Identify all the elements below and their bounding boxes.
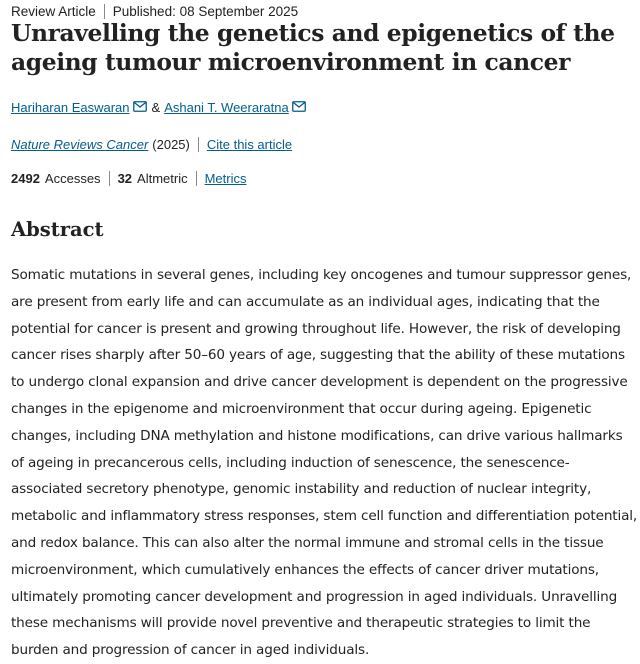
journal-divider [198, 137, 199, 152]
published-date: Published: 08 September 2025 [112, 4, 299, 19]
journal-info [11, 137, 292, 152]
journal-link[interactable]: Nature Reviews Cancer [11, 137, 149, 152]
cite-article-link[interactable]: Cite this article [206, 137, 293, 152]
envelope-icon[interactable] [292, 100, 306, 115]
meta-divider [104, 4, 105, 19]
metrics-divider [196, 171, 197, 186]
metrics-link[interactable]: Metrics [204, 171, 247, 186]
abstract-heading: Abstract [11, 218, 104, 241]
accesses-count: 2492 [11, 171, 40, 186]
author-link-weeraratna[interactable]: Ashani T. Weeraratna [164, 100, 289, 115]
abstract-body: Somatic mutations in several genes, including key oncogenes and tumour suppressor genes, are present from early life and can accumulate as an individual ages, indicating that the potential for cancer is present and growing throughout life. However, the risk of developing cancer rises sharply after 50–60 years of age, suggesting that the ability of these mutations to undergo clonal expansion and drive cancer development is dependent on the progressive changes in the epigenome and microenvironment that occur during ageing. Epigenetic changes, including DNA methylation and histone modifications, can drive various hallmarks of ageing in precancerous cells, including induction of senescence, the senescence-associated secretory phenotype, genomic instability and reduction of nuclear integrity, metabolic and inflammatory stress responses, stem cell function and differentiation potential, and redox balance. This can also alter the normal immune and stromal cells in the tissue microenvironment, which cumulatively enhances the effects of cancer driver mutations, ultimately promoting cancer development and progression in aged individuals. Unravelling these mechanisms will provide novel preventive and therapeutic strategies to limit the burden and progression of cancer in aged individuals. [11, 267, 638, 659]
publication-year: (2025) [152, 137, 190, 152]
author-list [11, 100, 310, 115]
article-meta [11, 4, 298, 19]
envelope-icon[interactable] [133, 100, 147, 115]
altmetric-label: Altmetric [137, 171, 188, 186]
altmetric-count: 32 [117, 171, 133, 186]
metrics-divider [109, 171, 110, 186]
author-separator: & [151, 100, 161, 115]
author-link-easwaran[interactable]: Hariharan Easwaran [11, 100, 130, 115]
article-metrics [11, 171, 246, 186]
accesses-label: Accesses [44, 171, 101, 186]
article-type: Review Article [11, 4, 96, 19]
article-title: Unravelling the genetics and epigenetics of the ageing tumour microenvironment in cancer [11, 19, 615, 76]
